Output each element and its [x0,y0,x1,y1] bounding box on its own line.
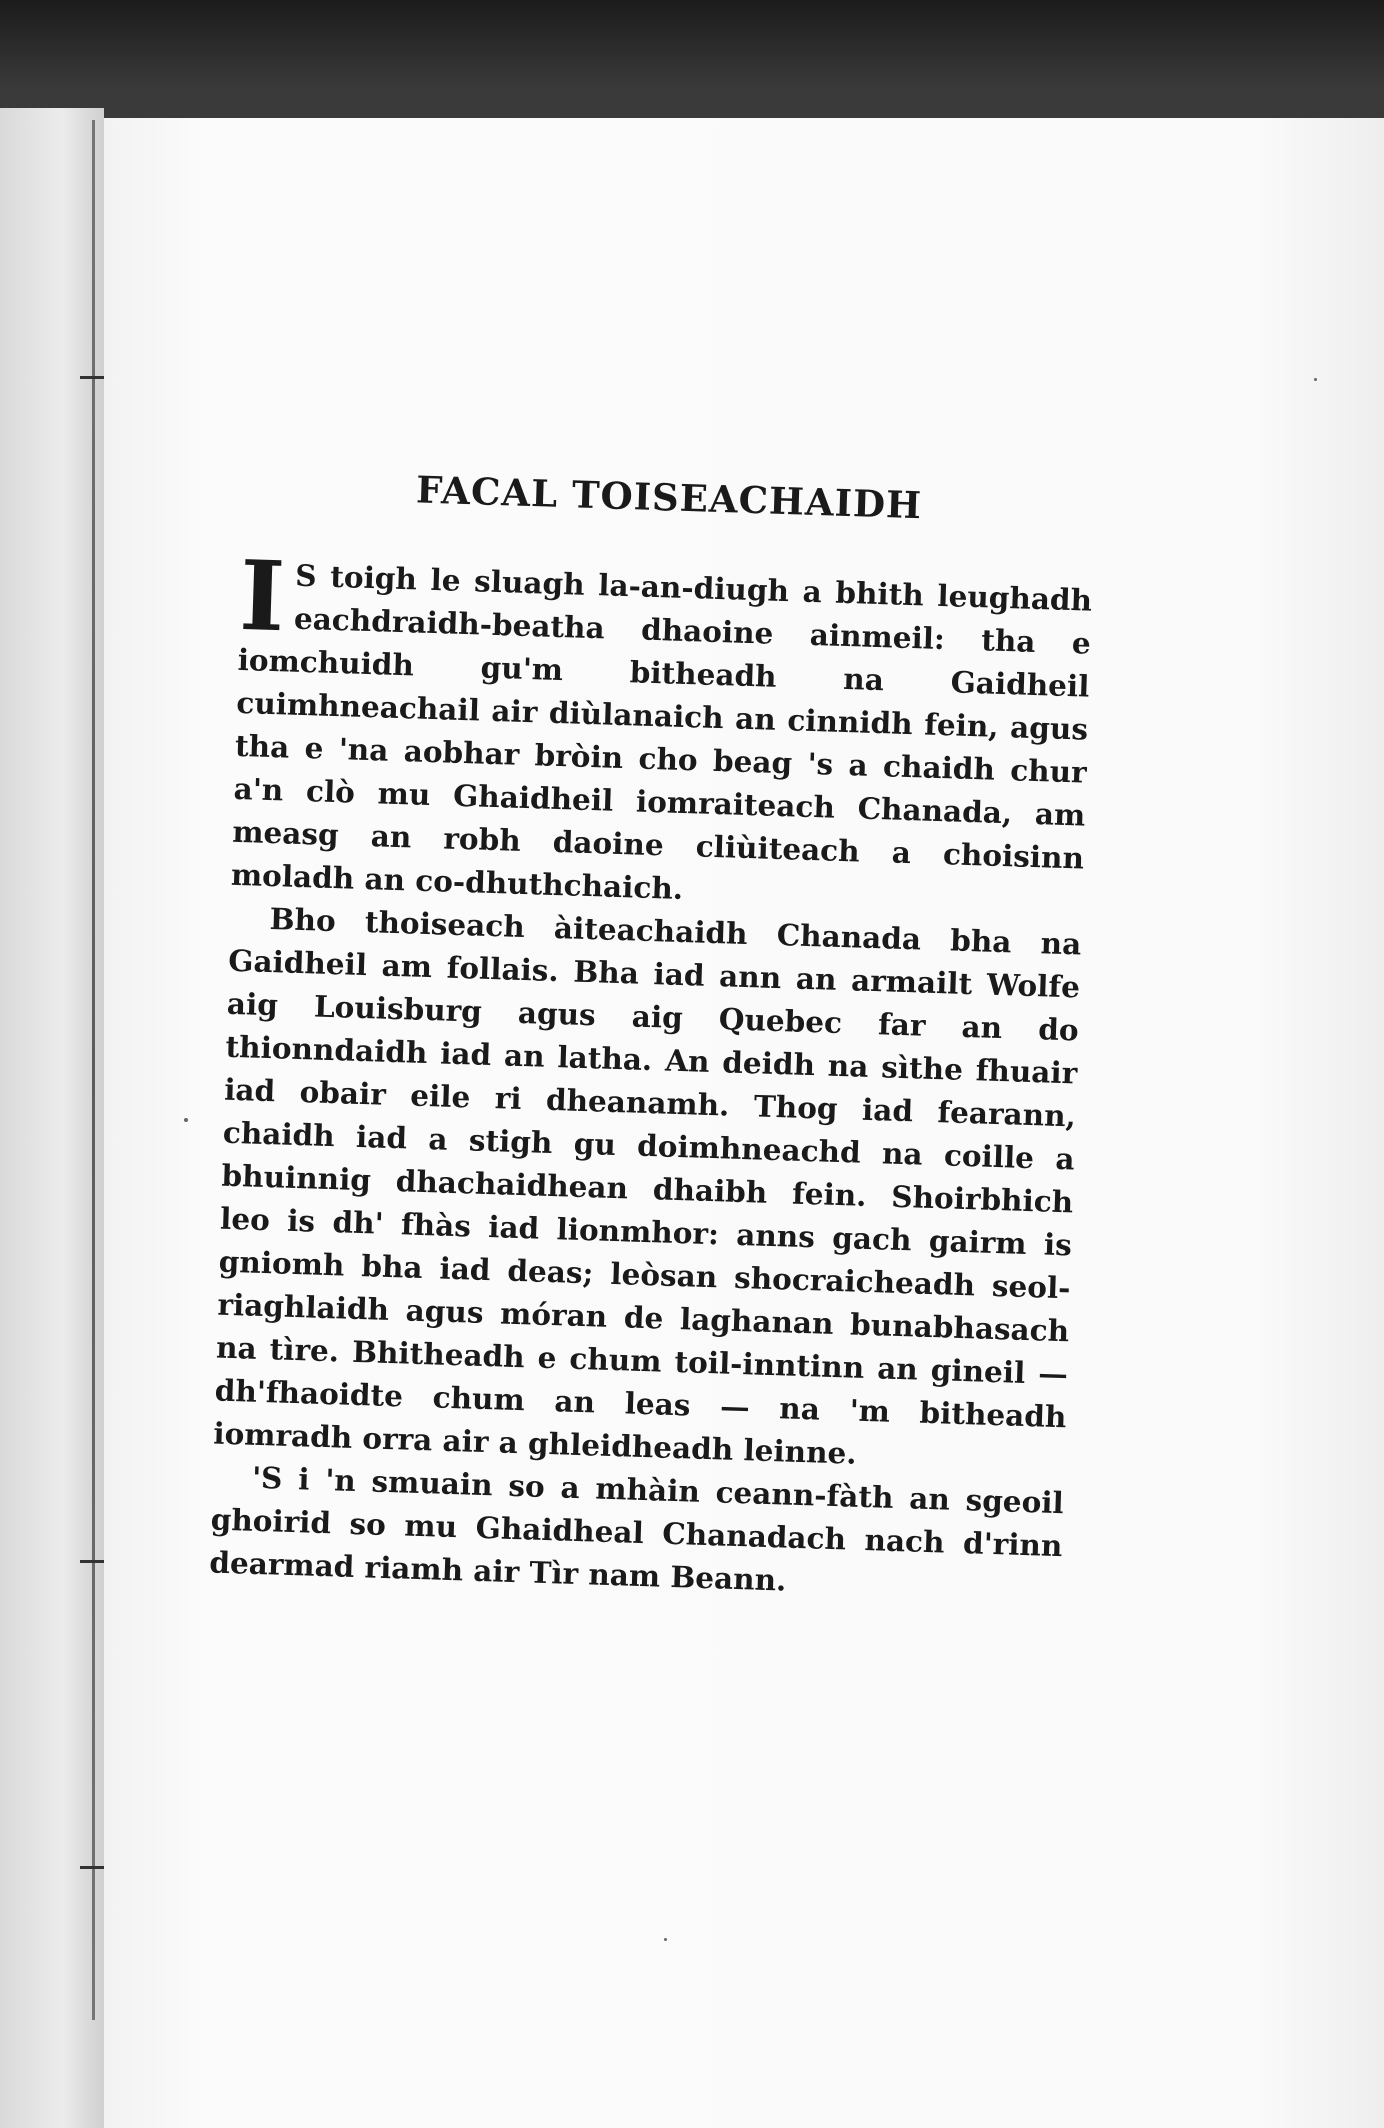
book-gutter [92,120,95,2020]
left-facing-page-edge [0,108,104,2128]
page-heading: FACAL TOISEACHAIDH [415,467,923,528]
paragraph-2 [213,896,1082,1481]
paragraph-3 [209,1455,1065,1611]
paragraph-1-text: toigh le sluagh la-an-diugh a bhith leughadh eachdraidh-beatha dhaoine ainmeil: tha e iomchuidh gu'm bitheadh na Gaidheil cuimhneachail air diùlanaich an cinnidh fein, agus tha e 'na aobhar bròin cho beag 's a chaidh chur a'n clò mu Ghaidheil iomraiteach Chanada, am measg an robh daoine cliùiteach a choisinn moladh an co-dhuthchaich. [230,558,1093,906]
gutter-mark [80,1866,106,1869]
paragraph-2-text: Bho thoiseach àiteachaidh Chanada bha na Gaidheil am follais. Bha iad ann an armailt Wolfe aig Louisburg agus aig Quebec far an do thionndaidh iad an latha. An deidh na sìthe fhuair iad obair eile ri dheanamh. Thog iad fearann, chaidh iad a stigh gu doimhneachd na coille a bhuinnig dhachaidhean dhaibh fein. Shoirbhich leo is dh' fhàs iad lionmhor: anns gach gairm is gniomh bha iad deas; leòsan shocraicheadh seol-riaghlaidh agus móran de laghanan bunabhasach na tìre. Bhitheadh e chum toil-inntinn an gineil — dh'fhaoidte chum an leas — na 'm bitheadh iomradh orra air a ghleidheadh leinne. [212,901,1082,1471]
gutter-mark [80,376,106,379]
preface-text-block [209,462,1096,1610]
paragraph-1 [230,538,1093,923]
paragraph-3-text: 'S i 'n smuain so a mhàin ceann-fàth an sgeoil ghoirid so mu Ghaidheal Chanadach nach d'rinn dearmad riamh air Tìr nam Beann. [208,1459,1065,1598]
first-word: S [294,557,318,594]
drop-cap: I [238,538,287,654]
gutter-mark [80,1560,106,1563]
